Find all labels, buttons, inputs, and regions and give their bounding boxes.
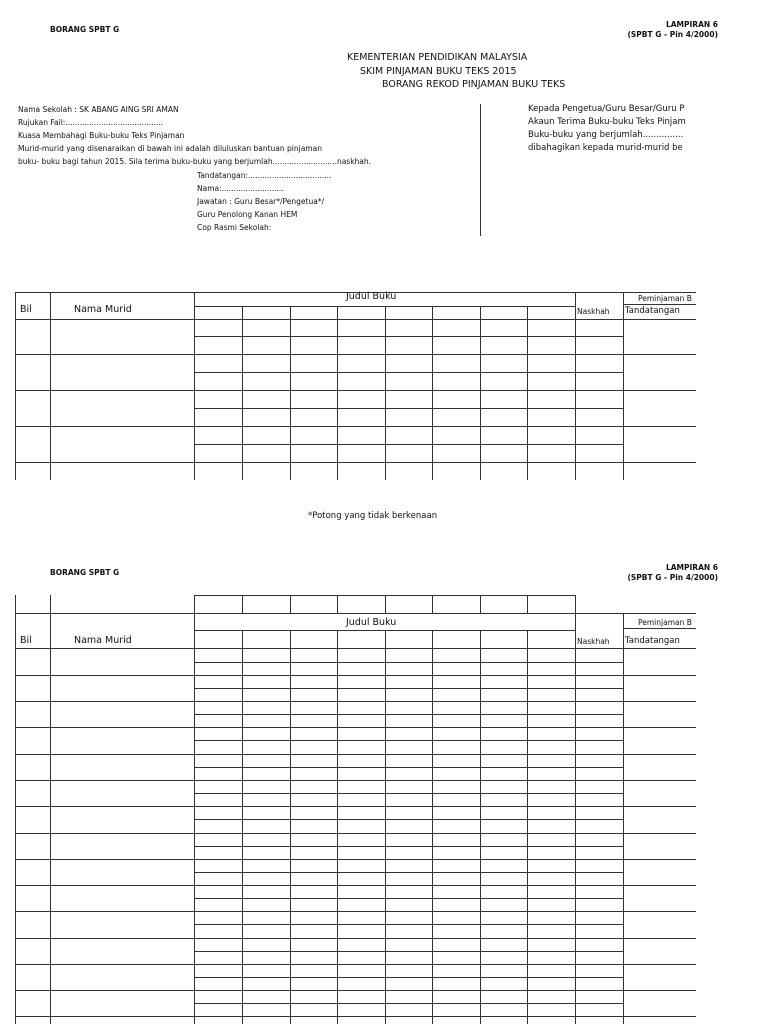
book-col-line [432,630,433,1024]
row-line [15,911,696,912]
row-line [15,964,696,965]
header-bottom-line [15,648,696,649]
section-divider [480,104,481,236]
row-line [15,885,696,886]
col-tandatangan-left [623,613,624,1024]
book-col-line [194,613,195,1024]
book-col-line [290,306,291,480]
col-bil-left [15,595,16,1024]
footnote: *Potong yang tidak berkenaan [308,511,438,521]
book-col-band-line [480,595,481,613]
table-top-border [15,613,696,614]
sub-row-line [194,819,623,820]
row-line [15,426,696,427]
sub-row-line [194,898,623,899]
book-col-band-line [385,595,386,613]
sub-row-line [194,924,623,925]
book-col-band-line [527,595,528,613]
book-col-band-line [432,595,433,613]
book-col-line [480,630,481,1024]
row-line [15,780,696,781]
col-nama-left [50,292,51,480]
statement-line-1: Murid-murid yang disenaraikan di bawah ini adalah diluluskan bantuan pinjaman [18,144,322,153]
book-col-band-line [290,595,291,613]
row-line [15,319,696,320]
book-col-line [290,630,291,1024]
sub-row-line [194,1003,623,1004]
sub-row-line [194,714,623,715]
book-col-line [385,306,386,480]
header-naskhah-2: Naskhah [577,637,610,646]
signature-line: Tandatangan:................................... [197,171,332,180]
row-line [15,701,696,702]
col-bil-left [15,292,16,480]
sub-row-line [194,846,623,847]
header-nama-murid-2: Nama Murid [74,635,132,646]
sub-row-line [194,444,623,445]
book-col-line [480,306,481,480]
row-line [15,354,696,355]
right-line-2: Akaun Terima Buku-buku Teks Pinjam [528,117,686,127]
lampiran-ref-page-2: (SPBT G - Pin 4/2000) [627,573,718,582]
form-title: BORANG REKOD PINJAMAN BUKU TEKS [382,79,566,90]
book-col-line [385,630,386,1024]
header-judul-buku: Judul Buku [346,291,397,302]
row-line [15,727,696,728]
form-code-page-2: BORANG SPBT G [50,568,120,577]
book-col-band-line [337,595,338,613]
row-line [15,806,696,807]
sub-row-line [194,951,623,952]
sub-row-line [194,740,623,741]
sub-row-line [194,767,623,768]
book-col-line [194,292,195,480]
header-naskhah: Naskhah [577,307,610,316]
sub-row-line [194,872,623,873]
row-line [15,675,696,676]
peminjaman-subheader-line [623,628,696,629]
row-line [15,754,696,755]
right-line-3: Buku-buku yang berjumlah............... [528,130,684,140]
peminjaman-subheader-line [623,304,696,305]
book-col-band-line [194,595,195,613]
lampiran-ref: (SPBT G - Pin 4/2000) [627,30,718,39]
stamp-line: Cop Rasmi Sekolah: [197,223,272,232]
sub-row-line [194,336,623,337]
right-line-4: dibahagikan kepada murid-murid be [528,143,683,153]
header-peminjaman-2: Peminjaman B [638,618,692,627]
authority-line: Kuasa Membahagi Buku-buku Teks Pinjaman [18,131,185,140]
right-line-1: Kepada Pengetua/Guru Besar/Guru P [528,104,685,114]
row-line [15,462,696,463]
header-nama-murid: Nama Murid [74,304,132,315]
sub-row-line [194,408,623,409]
header-bil: Bil [20,304,32,315]
scheme-title: SKIM PINJAMAN BUKU TEKS 2015 [360,66,517,77]
book-col-band-line [242,595,243,613]
row-line [15,1016,696,1017]
book-col-band-line [575,595,576,613]
book-col-line [527,306,528,480]
lampiran-label-page-2: LAMPIRAN 6 [665,563,718,572]
ministry-title: KEMENTERIAN PENDIDIKAN MALAYSIA [347,52,528,63]
assistant-line: Guru Penolong Kanan HEM [197,210,298,219]
position-line: Jawatan : Guru Besar*/Pengetua*/ [197,197,325,206]
header-judul-buku-2: Judul Buku [346,617,397,628]
row-line [15,990,696,991]
book-col-line [432,306,433,480]
header-tandatangan-2: Tandatangan [625,636,680,646]
file-reference: Rujukan Fail:......................................... [18,118,164,127]
book-col-line [242,306,243,480]
form-code: BORANG SPBT G [50,25,120,34]
book-col-line [527,630,528,1024]
name-line: Nama:.......................... [197,184,284,193]
col-tandatangan-left [623,292,624,480]
sub-row-line [194,793,623,794]
book-col-line [337,306,338,480]
row-line [15,833,696,834]
header-tandatangan: Tandatangan [625,306,680,316]
header-peminjaman: Peminjaman B [638,294,692,303]
col-nama-left [50,595,51,1024]
header-bil-2: Bil [20,635,32,646]
row-line [15,938,696,939]
row-line [15,390,696,391]
school-name: Nama Sekolah : SK ABANG AING SRI AMAN [18,105,179,114]
sub-row-line [194,688,623,689]
sub-row-line [194,977,623,978]
lampiran-label: LAMPIRAN 6 [665,20,718,29]
book-col-line [575,613,576,1024]
book-col-line [242,630,243,1024]
sub-row-line [194,662,623,663]
right-info-block [528,104,696,164]
book-col-line [575,292,576,480]
sub-row-line [194,372,623,373]
row-line [15,859,696,860]
statement-line-2: buku- buku bagi tahun 2015. Sila terima buku-buku yang berjumlah...........................naskhah. [18,157,372,166]
book-col-line [337,630,338,1024]
